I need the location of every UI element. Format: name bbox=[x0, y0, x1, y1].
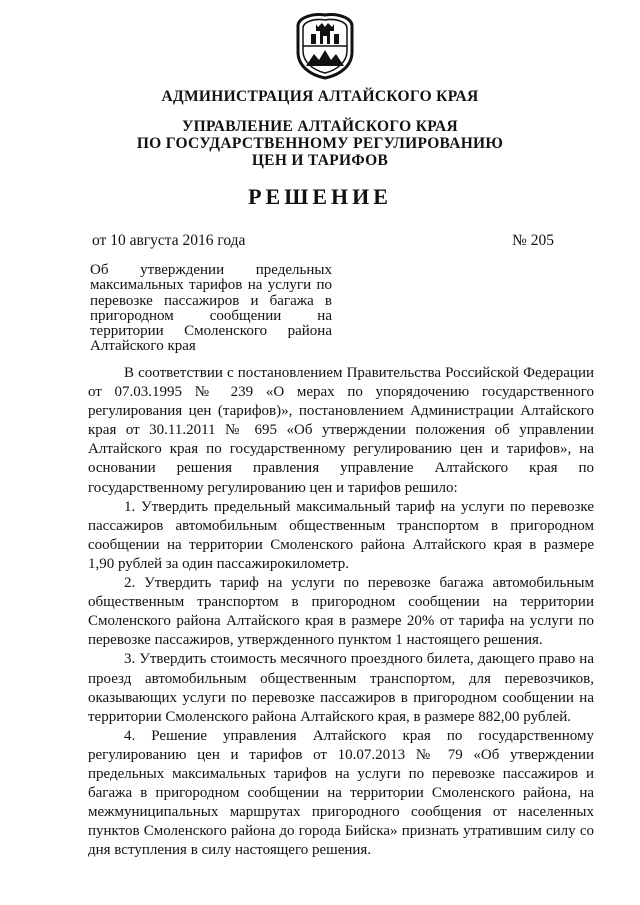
preamble-paragraph: В соответствии с постановлением Правительства Российской Федерации от 07.03.1995 № 239 «О мерах по упорядочению государственного регулирования цен (тарифов)», постановлением Администрации Алтайского края от 30.11.2011 № 695 «Об утверждении положения об управлении Алтайского края по государственному регулированию цен и тарифов», на основании решения правления управление Алтайского края по государственному регулированию цен и тарифов решило: bbox=[88, 365, 594, 496]
coat-of-arms-icon bbox=[294, 12, 356, 80]
clause-paragraph: 3. Утвердить стоимость месячного проездного билета, дающего право на проезд автомобильным общественным транспортом, для перевозчиков, оказывающих услуги по перевозке пассажиров в пригородном сообщении на территории Смоленского района Алтайского края, в размере 882,00 рублей. bbox=[88, 651, 594, 725]
decision-number: № 205 bbox=[512, 232, 554, 249]
department-line: ЦЕН И ТАРИФОВ bbox=[251, 152, 389, 169]
decision-subject: Об утверждении предельных максимальных тарифов на услуги по перевозке пассажиров и багажа в пригородном сообщении на территории Смоленского района Алтайского края bbox=[90, 262, 332, 355]
decision-body bbox=[88, 364, 594, 860]
clause-paragraph: 4. Решение управления Алтайского края по государственному регулированию цен и тарифов от 10.07.2013 № 79 «Об утверждении предельных максимальных тарифов на услуги по перевозке пассажиров и багажа в пригородном сообщении на территории Смоленского района, на межмуниципальных маршрутах пригородного сообщения от населенных пунктов Смоленского района до города Бийска» признать утратившим силу со дня вступления в силу настоящего решения. bbox=[88, 727, 594, 859]
document-type-title: РЕШЕНИЕ bbox=[248, 184, 392, 209]
department-line: УПРАВЛЕНИЕ АЛТАЙСКОГО КРАЯ bbox=[181, 118, 459, 135]
administration-title: АДМИНИСТРАЦИЯ АЛТАЙСКОГО КРАЯ bbox=[161, 88, 479, 105]
clause-paragraph: 2. Утвердить тариф на услуги по перевозке багажа автомобильным общественным транспортом в пригородном сообщении на территории Смоленского района Алтайского края в размере 20% от тарифа на услуги по перевозке пассажиров, утвержденного пунктом 1 настоящего решения. bbox=[88, 575, 594, 649]
department-line: ПО ГОСУДАРСТВЕННОМУ РЕГУЛИРОВАНИЮ bbox=[136, 135, 504, 152]
clause-paragraph: 1. Утвердить предельный максимальный тариф на услуги по перевозке пассажиров автомобильным общественным транспортом в пригородном сообщении на территории Смоленского района Алтайского края в размере 1,90 рублей за один пассажирокилометр. bbox=[88, 498, 594, 572]
decision-date: от 10 августа 2016 года bbox=[92, 232, 246, 249]
department-title bbox=[0, 118, 640, 169]
